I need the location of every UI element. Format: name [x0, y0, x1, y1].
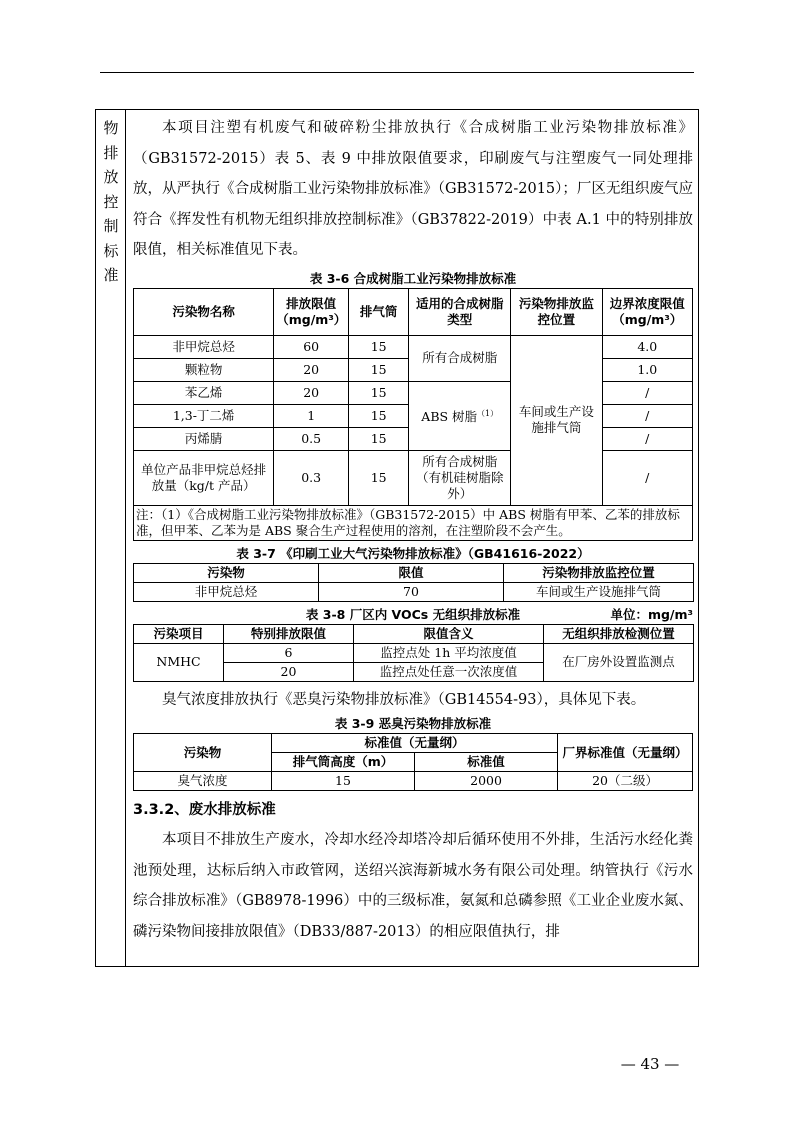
table-cell: 0.3 — [274, 450, 349, 505]
col-header: 限值含义 — [354, 624, 544, 643]
table-cell: 15 — [271, 772, 414, 791]
col-header: 边界浓度限值（mg/m³） — [602, 288, 692, 335]
table-cell: 1.0 — [602, 358, 692, 381]
table-3-7-caption: 表 3-7 《印刷工业大气污染物排放标准》（GB41616-2022） — [236, 545, 590, 561]
col-header: 适用的合成树脂类型 — [409, 288, 511, 335]
table-cell: 15 — [349, 335, 409, 358]
odor-paragraph: 臭气浓度排放执行《恶臭污染物排放标准》（GB14554-93），具体见下表。 — [162, 691, 646, 708]
col-header: 标准值（无量纲） — [271, 734, 557, 753]
col-header: 污染物排放监控位置 — [504, 563, 694, 582]
table-cell: / — [602, 381, 692, 404]
table-cell: 0.5 — [274, 427, 349, 450]
table-cell: 60 — [274, 335, 349, 358]
table-header-row — [134, 734, 693, 753]
table-cell: 在厂房外设置监测点 — [544, 643, 694, 681]
table-cell: 20 — [274, 381, 349, 404]
col-header: 污染物名称 — [134, 288, 274, 335]
col-header: 厂界标准值（无量纲） — [558, 734, 693, 772]
table-cell: 非甲烷总烃 — [134, 582, 319, 601]
table-row — [134, 381, 693, 404]
table-header-row — [134, 563, 694, 582]
table-row — [134, 450, 693, 505]
table-cell: 15 — [349, 381, 409, 404]
col-header: 标准值 — [415, 753, 558, 772]
table-3-8 — [133, 624, 694, 682]
table-cell: 非甲烷总烃 — [134, 335, 274, 358]
table-row — [134, 335, 693, 358]
table-cell: 20（二级） — [558, 772, 693, 791]
table-3-7 — [133, 563, 694, 602]
table-cell: 所有合成树脂（有机硅树脂除外） — [409, 450, 511, 505]
table-cell: 单位产品非甲烷总烃排放量（kg/t 产品） — [134, 450, 274, 505]
col-header: 排气筒 — [349, 288, 409, 335]
col-header: 排放限值（mg/m³） — [274, 288, 349, 335]
side-column — [96, 110, 126, 966]
table-cell: 20 — [274, 358, 349, 381]
table-cell: 6 — [224, 643, 354, 662]
intro-paragraph: 本项目注塑有机废气和破碎粉尘排放执行《合成树脂工业污染物排放标准》（GB31572-2015）表 5、表 9 中排放限值要求，印刷废气与注塑废气一同处理排放，从严执行《合成树脂工业污染物排放标准》（GB31572-2015）；厂区无组织废气应符合《挥发性有机物无组织排放控制标准》（GB37822-2019）中表 A.1 中的特别排放限值，相关标准值见下表。 — [133, 120, 693, 258]
table-cell: 车间或生产设施排气筒 — [504, 582, 694, 601]
table-cell: 4.0 — [602, 335, 692, 358]
wastewater-paragraph: 本项目不排放生产废水，冷却水经冷却塔冷却后循环使用不外排，生活污水经化粪池预处理，达标后纳入市政管网，送绍兴滨海新城水务有限公司处理。纳管执行《污水综合排放标准》（GB8978-1996）中的三级标准，氨氮和总磷参照《工业企业废水氮、磷污染物间接排放限值》（DB33/887-2013）的相应限值执行，排 — [133, 832, 693, 940]
table-header-row — [134, 288, 693, 335]
table-cell: 15 — [349, 404, 409, 427]
table-3-8-caption-row — [133, 606, 693, 624]
table-cell: 颗粒物 — [134, 358, 274, 381]
table-cell: / — [602, 404, 692, 427]
table-cell: 车间或生产设施排气筒 — [511, 335, 602, 505]
table-note: 注：（1）《合成树脂工业污染物排放标准》（GB31572-2015）中 ABS 树脂有甲苯、乙苯的排放标准，但甲苯、乙苯为是 ABS 聚合生产过程使用的溶剂，在注塑阶段不会产生。 — [134, 505, 693, 540]
table-cell: 15 — [349, 358, 409, 381]
table-3-8-caption: 表 3-8 厂区内 VOCs 无组织排放标准 — [305, 606, 521, 622]
table-cell: 20 — [224, 662, 354, 681]
side-label: 物排放控制标准 — [103, 119, 119, 284]
table-cell: 丙烯腈 — [134, 427, 274, 450]
content-area — [133, 110, 693, 966]
table-header-row — [134, 624, 694, 643]
table-cell: NMHC — [134, 643, 224, 681]
table-cell: 1 — [274, 404, 349, 427]
section-title: 3.3.2、废水排放标准 — [133, 802, 276, 818]
table-note-row — [134, 505, 693, 540]
table-cell — [409, 381, 511, 450]
col-header: 污染物排放监控位置 — [511, 288, 602, 335]
resin-abs-note: （1） — [477, 408, 499, 418]
col-header: 污染项目 — [134, 624, 224, 643]
table-3-9 — [133, 733, 693, 791]
table-cell: 2000 — [415, 772, 558, 791]
header-rule — [100, 72, 694, 73]
table-3-8-unit: 单位：mg/m³ — [610, 606, 693, 622]
col-header: 限值 — [319, 563, 504, 582]
table-cell: 苯乙烯 — [134, 381, 274, 404]
col-header: 特别排放限值 — [224, 624, 354, 643]
table-cell: 所有合成树脂 — [409, 335, 511, 381]
table-3-6-caption: 表 3-6 合成树脂工业污染物排放标准 — [309, 270, 517, 286]
col-header: 污染物 — [134, 563, 319, 582]
col-header: 污染物 — [134, 734, 272, 772]
table-cell: / — [602, 427, 692, 450]
table-row — [134, 772, 693, 791]
table-cell: / — [602, 450, 692, 505]
table-row — [134, 582, 694, 601]
col-header: 排气筒高度（m） — [271, 753, 414, 772]
page-number: — 43 — — [620, 1055, 680, 1073]
table-cell: 1,3-丁二烯 — [134, 404, 274, 427]
resin-abs-label: ABS 树脂 — [421, 409, 478, 425]
content-frame — [95, 109, 699, 967]
table-cell: 臭气浓度 — [134, 772, 272, 791]
table-3-6 — [133, 288, 693, 541]
col-header: 无组织排放检测位置 — [544, 624, 694, 643]
table-3-9-caption: 表 3-9 恶臭污染物排放标准 — [334, 716, 492, 731]
table-cell: 15 — [349, 427, 409, 450]
table-cell: 15 — [349, 450, 409, 505]
table-cell: 监控点处任意一次浓度值 — [354, 662, 544, 681]
table-row — [134, 643, 694, 662]
table-cell: 70 — [319, 582, 504, 601]
table-cell: 监控点处 1h 平均浓度值 — [354, 643, 544, 662]
